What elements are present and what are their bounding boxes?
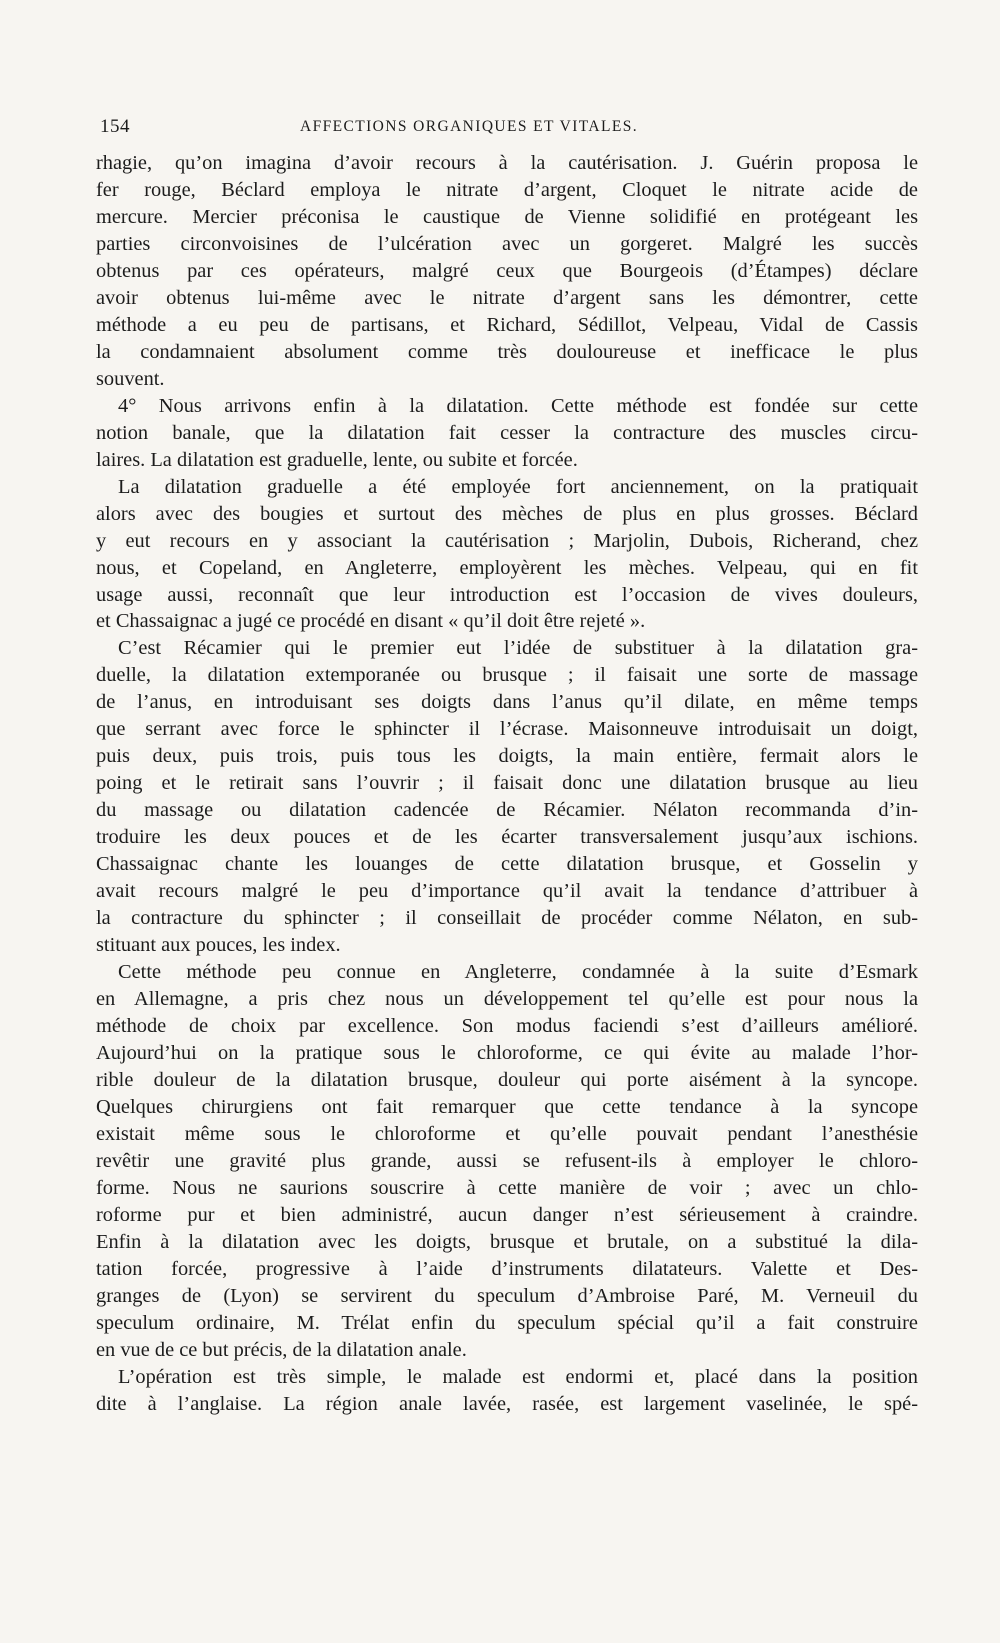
text-line: 4° Nous arrivons enfin à la dilatation. Cette méthode est fondée sur cette <box>118 394 918 417</box>
text-line: avoir obtenus lui-même avec le nitrate d’argent sans les démontrer, cette <box>96 286 918 309</box>
text-line: La dilatation graduelle a été employée fort anciennement, on la pratiquait <box>118 475 918 498</box>
text-line: alors avec des bougies et surtout des mèches de plus en plus grosses. Béclard <box>96 502 918 525</box>
text-line: que serrant avec force le sphincter il l’écrase. Maisonneuve introduisait un doigt, <box>96 718 918 741</box>
text-line: du massage ou dilatation cadencée de Récamier. Nélaton recommanda d’in- <box>96 799 918 822</box>
text-line: nous, et Copeland, en Angleterre, employèrent les mèches. Velpeau, qui en fit <box>96 556 918 579</box>
text-line: parties circonvoisines de l’ulcération avec un gorgeret. Malgré les succès <box>96 232 918 255</box>
text-line: Enfin à la dilatation avec les doigts, brusque et brutale, on a substitué la dila- <box>96 1230 918 1253</box>
text-line: existait même sous le chloroforme et qu’elle pouvait pendant l’anesthésie <box>96 1122 918 1145</box>
text-line: la contracture du sphincter ; il conseillait de procéder comme Nélaton, en sub- <box>96 907 918 930</box>
text-line: C’est Récamier qui le premier eut l’idée de substituer à la dilatation gra- <box>118 637 918 660</box>
text-line: Cette méthode peu connue en Angleterre, condamnée à la suite d’Esmark <box>118 961 918 984</box>
text-line: laires. La dilatation est graduelle, lente, ou subite et forcée. <box>96 448 578 471</box>
page-number: 154 <box>100 116 130 137</box>
text-line: dite à l’anglaise. La région anale lavée, rasée, est largement vaselinée, le spé- <box>96 1392 918 1415</box>
text-line: usage aussi, reconnaît que leur introduction est l’occasion de vives douleurs, <box>96 583 918 606</box>
text-line: stituant aux pouces, les index. <box>96 934 341 957</box>
text-line: la condamnaient absolument comme très douloureuse et inefficace le plus <box>96 340 918 363</box>
text-line: forme. Nous ne saurions souscrire à cette manière de voir ; avec un chlo- <box>96 1176 918 1199</box>
text-line: Chassaignac chante les louanges de cette dilatation brusque, et Gosselin y <box>96 853 918 876</box>
text-line: poing et le retirait sans l’ouvrir ; il faisait donc une dilatation brusque au lieu <box>96 772 918 795</box>
text-line: granges de (Lyon) se servirent du speculum d’Ambroise Paré, M. Verneuil du <box>96 1284 918 1307</box>
text-line: méthode a eu peu de partisans, et Richard, Sédillot, Velpeau, Vidal de Cassis <box>96 313 918 336</box>
text-line: en Allemagne, a pris chez nous un développement tel qu’elle est pour nous la <box>96 988 918 1011</box>
text-line: mercure. Mercier préconisa le caustique de Vienne solidifié en protégeant les <box>96 205 918 228</box>
text-line: Quelques chirurgiens ont fait remarquer que cette tendance à la syncope <box>96 1095 918 1118</box>
text-line: tation forcée, progressive à l’aide d’instruments dilatateurs. Valette et Des- <box>96 1257 918 1280</box>
text-line: rhagie, qu’on imagina d’avoir recours à la cautérisation. J. Guérin proposa le <box>96 152 918 174</box>
text-line: Aujourd’hui on la pratique sous le chloroforme, ce qui évite au malade l’hor- <box>96 1041 918 1064</box>
text-line: revêtir une gravité plus grande, aussi se refusent-ils à employer le chloro- <box>96 1149 918 1172</box>
text-line: méthode de choix par excellence. Son modus faciendi s’est d’ailleurs amélioré. <box>96 1015 918 1037</box>
text-line: roforme pur et bien administré, aucun danger n’est sérieusement à craindre. <box>96 1203 918 1226</box>
text-line: fer rouge, Béclard employa le nitrate d’argent, Cloquet le nitrate acide de <box>96 178 918 201</box>
text-line: y eut recours en y associant la cautérisation ; Marjolin, Dubois, Richerand, chez <box>96 529 918 552</box>
running-title: AFFECTIONS ORGANIQUES ET VITALES. <box>300 118 639 135</box>
text-line: duelle, la dilatation extemporanée ou brusque ; il faisait une sorte de massage <box>96 664 918 687</box>
text-line: obtenus par ces opérateurs, malgré ceux que Bourgeois (d’Étampes) déclare <box>96 259 918 282</box>
text-line: souvent. <box>96 367 165 390</box>
text-line: rible douleur de la dilatation brusque, douleur qui porte aisément à la syncope. <box>96 1068 918 1091</box>
text-line: L’opération est très simple, le malade est endormi et, placé dans la position <box>118 1365 918 1388</box>
text-line: de l’anus, en introduisant ses doigts dans l’anus qu’il dilate, en même temps <box>96 691 918 714</box>
text-line: puis deux, puis trois, puis tous les doigts, la main entière, fermait alors le <box>96 745 918 768</box>
text-line: notion banale, que la dilatation fait cesser la contracture des muscles circu- <box>96 421 918 444</box>
text-line: avait recours malgré le peu d’importance qu’il avait la tendance d’attribuer à <box>96 880 918 903</box>
text-line: et Chassaignac a jugé ce procédé en disant « qu’il doit être rejeté ». <box>96 610 646 633</box>
body-text <box>96 150 918 1418</box>
text-line: en vue de ce but précis, de la dilatation anale. <box>96 1338 467 1361</box>
text-line: troduire les deux pouces et de les écarter transversalement jusqu’aux ischions. <box>96 826 918 849</box>
text-line: speculum ordinaire, M. Trélat enfin du speculum spécial qu’il a fait construire <box>96 1311 918 1334</box>
page-header <box>100 116 918 144</box>
